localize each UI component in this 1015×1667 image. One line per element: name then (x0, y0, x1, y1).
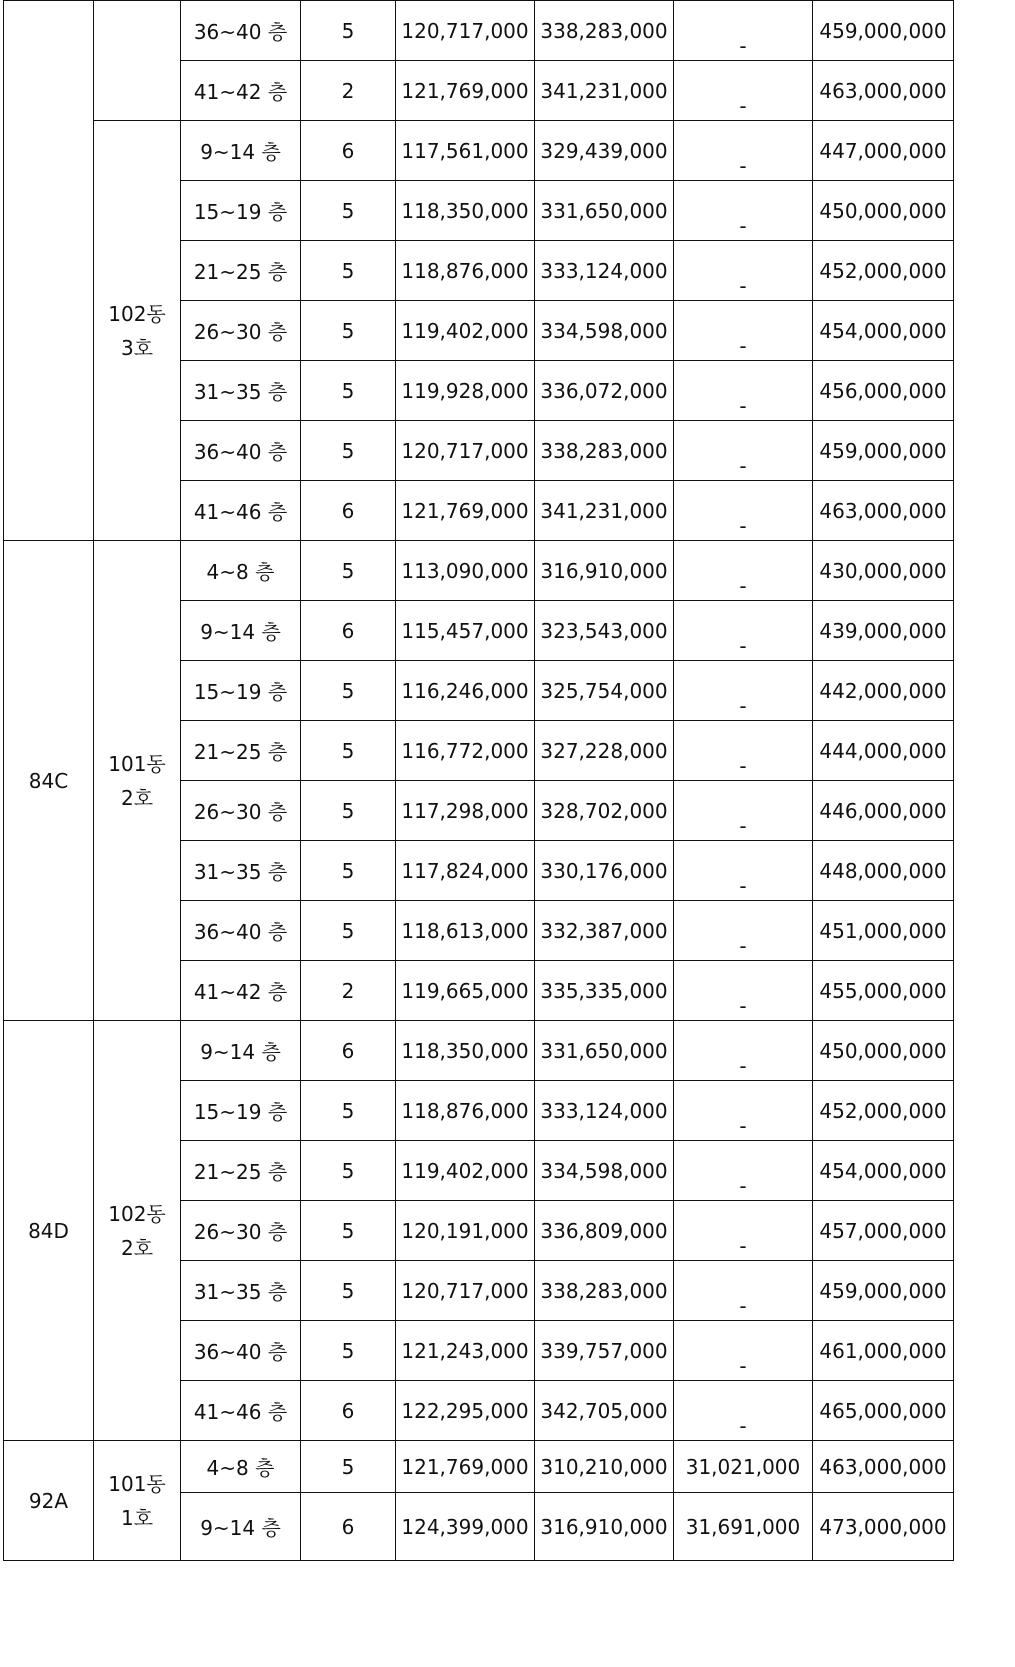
total-price-cell: 473,000,000 (813, 1493, 954, 1561)
building-price-cell: 328,702,000 (535, 781, 674, 841)
vat-cell: 31,691,000 (674, 1493, 813, 1561)
vat-cell: - (674, 241, 813, 301)
land-price-cell: 121,769,000 (396, 1441, 535, 1493)
count-cell: 5 (301, 301, 396, 361)
type-cell (4, 1441, 94, 1561)
table-row (4, 1021, 954, 1081)
count-cell: 5 (301, 1321, 396, 1381)
count-cell: 2 (301, 961, 396, 1021)
floor-cell: 26~30 층 (181, 781, 301, 841)
floor-cell: 26~30 층 (181, 301, 301, 361)
vat-cell: - (674, 421, 813, 481)
vat-cell: - (674, 1261, 813, 1321)
building-price-cell: 331,650,000 (535, 1021, 674, 1081)
count-cell: 5 (301, 721, 396, 781)
building-price-cell: 336,809,000 (535, 1201, 674, 1261)
vat-cell: - (674, 1141, 813, 1201)
land-price-cell: 115,457,000 (396, 601, 535, 661)
total-price-cell: 430,000,000 (813, 541, 954, 601)
building-price-cell: 335,335,000 (535, 961, 674, 1021)
type-cell (4, 1021, 94, 1441)
unit-label-building: 101동 (108, 751, 166, 776)
floor-cell: 4~8 층 (181, 541, 301, 601)
count-cell: 5 (301, 421, 396, 481)
building-price-cell: 341,231,000 (535, 61, 674, 121)
unit-cell (94, 121, 181, 541)
count-cell: 5 (301, 1261, 396, 1321)
vat-cell: - (674, 1021, 813, 1081)
vat-cell: - (674, 1201, 813, 1261)
count-cell: 6 (301, 1493, 396, 1561)
count-cell: 6 (301, 1021, 396, 1081)
vat-cell: - (674, 1321, 813, 1381)
building-price-cell: 332,387,000 (535, 901, 674, 961)
vat-cell: - (674, 61, 813, 121)
vat-cell: - (674, 721, 813, 781)
building-price-cell: 334,598,000 (535, 1141, 674, 1201)
land-price-cell: 118,350,000 (396, 1021, 535, 1081)
unit-cell (94, 1, 181, 121)
building-price-cell: 325,754,000 (535, 661, 674, 721)
count-cell: 5 (301, 1081, 396, 1141)
vat-cell: - (674, 961, 813, 1021)
land-price-cell: 119,928,000 (396, 361, 535, 421)
type-cell (4, 541, 94, 1021)
unit-label-building: 102동 (108, 301, 166, 326)
building-price-cell: 339,757,000 (535, 1321, 674, 1381)
type-label: 84C (28, 768, 69, 793)
table-row (4, 121, 954, 181)
floor-cell: 9~14 층 (181, 601, 301, 661)
total-price-cell: 450,000,000 (813, 1021, 954, 1081)
floor-cell: 36~40 층 (181, 1321, 301, 1381)
total-price-cell: 439,000,000 (813, 601, 954, 661)
count-cell: 6 (301, 601, 396, 661)
count-cell: 5 (301, 841, 396, 901)
price-table-body (4, 1, 954, 1561)
table-row (4, 1441, 954, 1493)
building-price-cell: 310,210,000 (535, 1441, 674, 1493)
land-price-cell: 116,772,000 (396, 721, 535, 781)
land-price-cell: 117,561,000 (396, 121, 535, 181)
type-label: 84D (28, 1218, 69, 1243)
count-cell: 5 (301, 1201, 396, 1261)
building-price-cell: 338,283,000 (535, 421, 674, 481)
building-price-cell: 316,910,000 (535, 1493, 674, 1561)
vat-cell: - (674, 841, 813, 901)
building-price-cell: 333,124,000 (535, 241, 674, 301)
land-price-cell: 119,402,000 (396, 1141, 535, 1201)
building-price-cell: 327,228,000 (535, 721, 674, 781)
total-price-cell: 444,000,000 (813, 721, 954, 781)
total-price-cell: 451,000,000 (813, 901, 954, 961)
vat-cell: - (674, 601, 813, 661)
unit-label-building: 102동 (108, 1201, 166, 1226)
vat-cell: - (674, 481, 813, 541)
building-price-cell: 329,439,000 (535, 121, 674, 181)
table-row (4, 541, 954, 601)
land-price-cell: 124,399,000 (396, 1493, 535, 1561)
floor-cell: 21~25 층 (181, 721, 301, 781)
total-price-cell: 457,000,000 (813, 1201, 954, 1261)
floor-cell: 41~42 층 (181, 961, 301, 1021)
unit-label-line: 2호 (120, 1235, 154, 1260)
count-cell: 5 (301, 781, 396, 841)
count-cell: 6 (301, 121, 396, 181)
count-cell: 2 (301, 61, 396, 121)
floor-cell: 41~46 층 (181, 1381, 301, 1441)
land-price-cell: 118,876,000 (396, 241, 535, 301)
count-cell: 6 (301, 481, 396, 541)
count-cell: 6 (301, 1381, 396, 1441)
count-cell: 5 (301, 1141, 396, 1201)
unit-label-line: 2호 (120, 785, 154, 810)
count-cell: 5 (301, 361, 396, 421)
vat-cell: - (674, 541, 813, 601)
vat-cell: - (674, 361, 813, 421)
total-price-cell: 461,000,000 (813, 1321, 954, 1381)
count-cell: 5 (301, 1441, 396, 1493)
vat-cell: - (674, 661, 813, 721)
floor-cell: 4~8 층 (181, 1441, 301, 1493)
total-price-cell: 463,000,000 (813, 481, 954, 541)
total-price-cell: 447,000,000 (813, 121, 954, 181)
vat-cell: - (674, 181, 813, 241)
total-price-cell: 452,000,000 (813, 241, 954, 301)
land-price-cell: 118,613,000 (396, 901, 535, 961)
land-price-cell: 121,769,000 (396, 61, 535, 121)
table-row (4, 1, 954, 61)
building-price-cell: 331,650,000 (535, 181, 674, 241)
land-price-cell: 121,243,000 (396, 1321, 535, 1381)
total-price-cell: 459,000,000 (813, 1261, 954, 1321)
building-price-cell: 334,598,000 (535, 301, 674, 361)
type-label: 92A (28, 1488, 69, 1513)
land-price-cell: 120,717,000 (396, 421, 535, 481)
land-price-cell: 113,090,000 (396, 541, 535, 601)
floor-cell: 36~40 층 (181, 421, 301, 481)
total-price-cell: 442,000,000 (813, 661, 954, 721)
count-cell: 5 (301, 1, 396, 61)
vat-cell: - (674, 901, 813, 961)
count-cell: 5 (301, 541, 396, 601)
unit-cell (94, 541, 181, 1021)
total-price-cell: 459,000,000 (813, 1, 954, 61)
vat-cell: - (674, 1081, 813, 1141)
unit-label-line: 1호 (120, 1505, 154, 1530)
floor-cell: 15~19 층 (181, 1081, 301, 1141)
floor-cell: 31~35 층 (181, 841, 301, 901)
land-price-cell: 117,824,000 (396, 841, 535, 901)
floor-cell: 26~30 층 (181, 1201, 301, 1261)
building-price-cell: 341,231,000 (535, 481, 674, 541)
total-price-cell: 456,000,000 (813, 361, 954, 421)
unit-cell (94, 1021, 181, 1441)
total-price-cell: 452,000,000 (813, 1081, 954, 1141)
land-price-cell: 118,350,000 (396, 181, 535, 241)
unit-label-building: 101동 (108, 1471, 166, 1496)
building-price-cell: 338,283,000 (535, 1261, 674, 1321)
building-price-cell: 336,072,000 (535, 361, 674, 421)
total-price-cell: 455,000,000 (813, 961, 954, 1021)
unit-label-line: 3호 (120, 335, 154, 360)
land-price-cell: 116,246,000 (396, 661, 535, 721)
vat-cell: - (674, 1381, 813, 1441)
floor-cell: 31~35 층 (181, 361, 301, 421)
total-price-cell: 459,000,000 (813, 421, 954, 481)
total-price-cell: 454,000,000 (813, 1141, 954, 1201)
land-price-cell: 120,191,000 (396, 1201, 535, 1261)
total-price-cell: 465,000,000 (813, 1381, 954, 1441)
vat-cell: - (674, 781, 813, 841)
floor-cell: 36~40 층 (181, 901, 301, 961)
floor-cell: 36~40 층 (181, 1, 301, 61)
vat-cell: - (674, 1, 813, 61)
unit-cell (94, 1441, 181, 1561)
floor-cell: 9~14 층 (181, 1021, 301, 1081)
floor-cell: 9~14 층 (181, 1493, 301, 1561)
total-price-cell: 463,000,000 (813, 61, 954, 121)
price-table (3, 0, 954, 1561)
building-price-cell: 316,910,000 (535, 541, 674, 601)
count-cell: 5 (301, 181, 396, 241)
building-price-cell: 333,124,000 (535, 1081, 674, 1141)
floor-cell: 41~46 층 (181, 481, 301, 541)
total-price-cell: 446,000,000 (813, 781, 954, 841)
total-price-cell: 463,000,000 (813, 1441, 954, 1493)
total-price-cell: 450,000,000 (813, 181, 954, 241)
count-cell: 5 (301, 901, 396, 961)
vat-cell: 31,021,000 (674, 1441, 813, 1493)
floor-cell: 9~14 층 (181, 121, 301, 181)
floor-cell: 21~25 층 (181, 1141, 301, 1201)
vat-cell: - (674, 301, 813, 361)
floor-cell: 41~42 층 (181, 61, 301, 121)
land-price-cell: 121,769,000 (396, 481, 535, 541)
land-price-cell: 118,876,000 (396, 1081, 535, 1141)
floor-cell: 15~19 층 (181, 181, 301, 241)
total-price-cell: 448,000,000 (813, 841, 954, 901)
vat-cell: - (674, 121, 813, 181)
floor-cell: 15~19 층 (181, 661, 301, 721)
building-price-cell: 342,705,000 (535, 1381, 674, 1441)
building-price-cell: 338,283,000 (535, 1, 674, 61)
land-price-cell: 120,717,000 (396, 1, 535, 61)
building-price-cell: 323,543,000 (535, 601, 674, 661)
count-cell: 5 (301, 241, 396, 301)
land-price-cell: 117,298,000 (396, 781, 535, 841)
floor-cell: 31~35 층 (181, 1261, 301, 1321)
type-cell (4, 1, 94, 541)
land-price-cell: 119,402,000 (396, 301, 535, 361)
floor-cell: 21~25 층 (181, 241, 301, 301)
building-price-cell: 330,176,000 (535, 841, 674, 901)
land-price-cell: 119,665,000 (396, 961, 535, 1021)
land-price-cell: 122,295,000 (396, 1381, 535, 1441)
total-price-cell: 454,000,000 (813, 301, 954, 361)
count-cell: 5 (301, 661, 396, 721)
land-price-cell: 120,717,000 (396, 1261, 535, 1321)
